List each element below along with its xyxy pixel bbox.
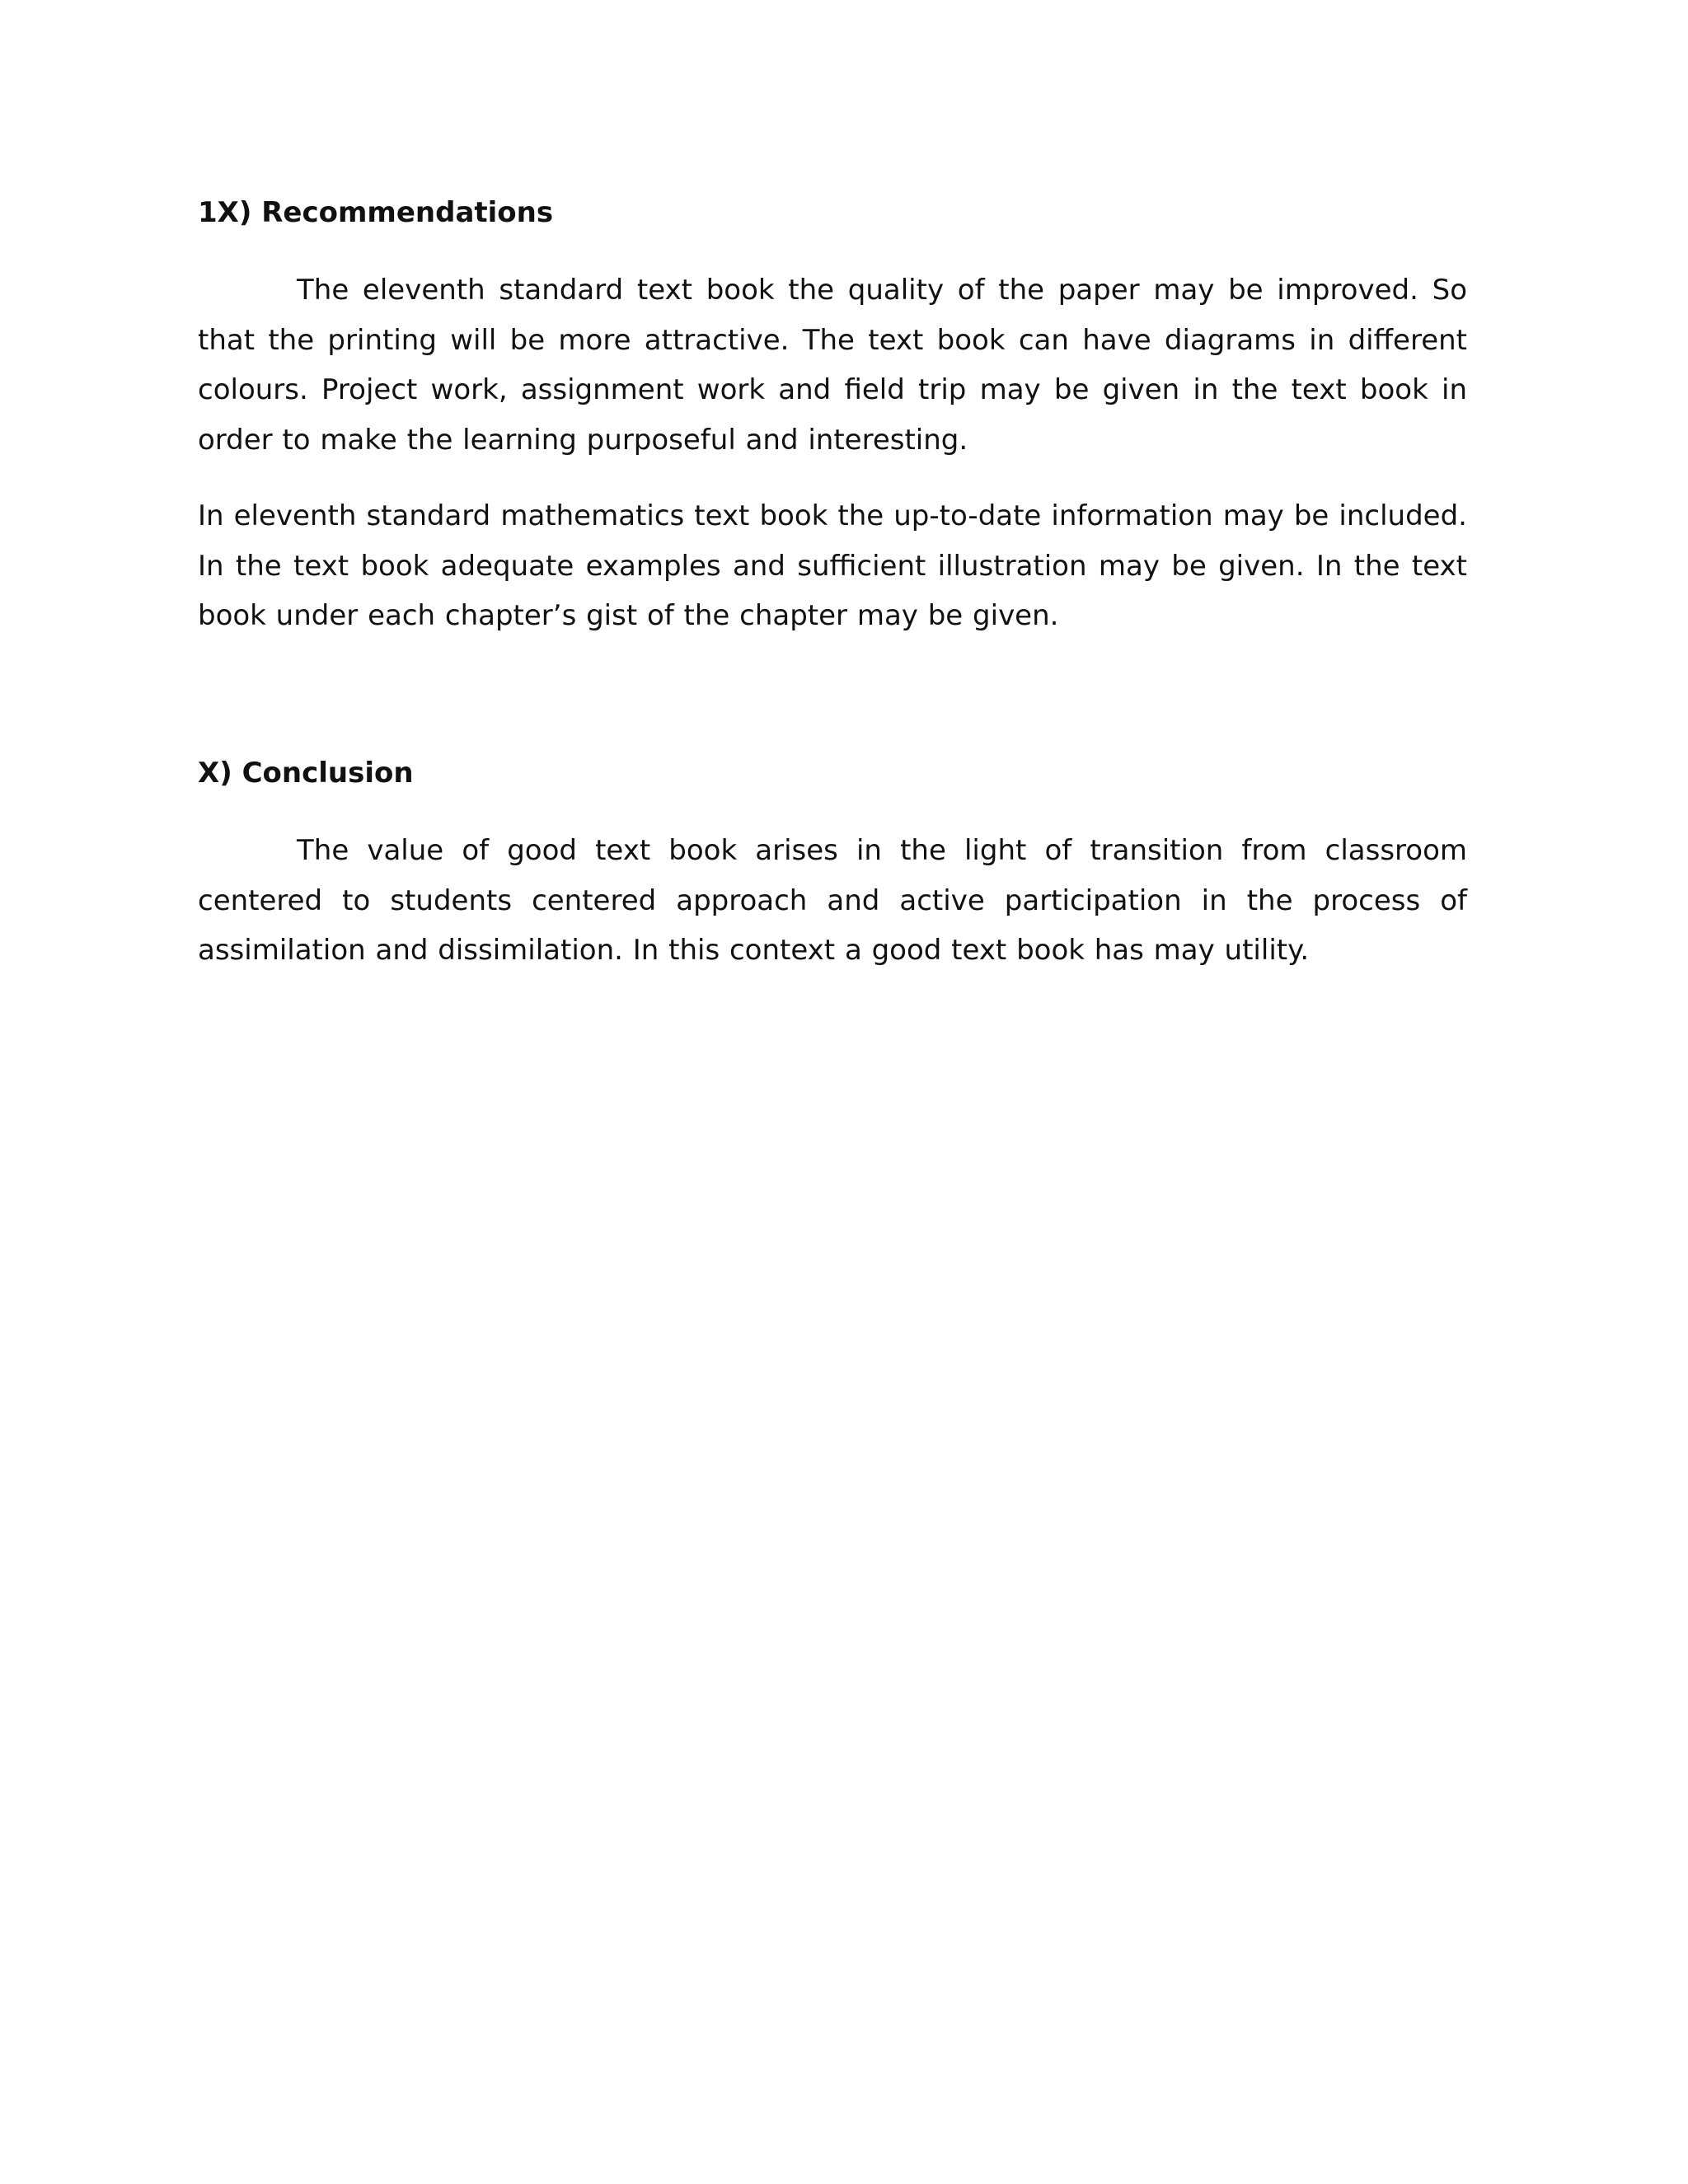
section-heading-recommendations: 1X) Recommendations — [198, 196, 554, 229]
recommendations-paragraph-2: In eleventh standard mathematics text book the up-to-date information may be included. In the text book adequate examples and sufficient illustration may be given. In the text book under each chapter’s gist of the chapter may be given. — [198, 499, 1467, 632]
recommendations-paragraph-1: The eleventh standard text book the quality of the paper may be improved. So that the printing will be more attractive. The text book can have diagrams in different colours. Project work, assignment work and field trip may be given in the text book in order to make the learning purposeful and interesting. — [198, 274, 1467, 457]
conclusion-paragraph: The value of good text book arises in the light of transition from classroom centered to students centered approach and active participation in the process of assimilation and dissimilation. In this context a good text book has may utility. — [198, 834, 1467, 967]
section-heading-conclusion: X) Conclusion — [198, 757, 414, 790]
